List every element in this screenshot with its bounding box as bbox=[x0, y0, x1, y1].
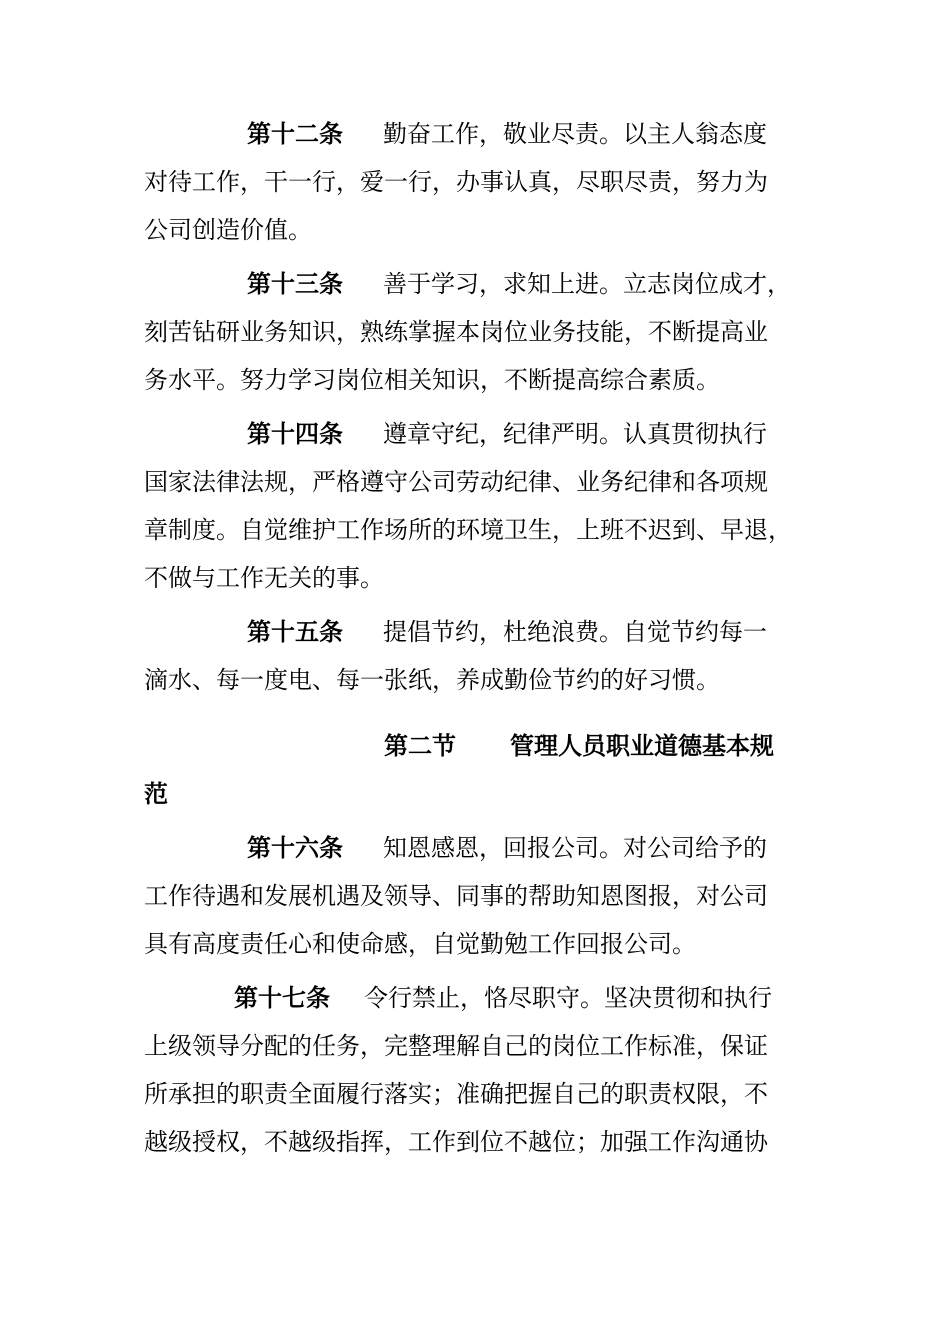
article-15 bbox=[144, 608, 826, 704]
article-text: 提倡节约，杜绝浪费。自觉节约每一 bbox=[383, 618, 767, 646]
article-text: 知恩感恩，回报公司。对公司给予的 bbox=[383, 834, 767, 862]
article-12 bbox=[144, 110, 826, 254]
article-label: 第十三条 bbox=[247, 270, 343, 298]
article-label: 第十二条 bbox=[247, 120, 343, 148]
article-text: 国家法律法规，严格遵守公司劳动纪律、业务纪律和各项规 bbox=[144, 468, 768, 496]
article-text: 公司创造价值。 bbox=[144, 216, 312, 244]
article-label: 第十五条 bbox=[247, 618, 343, 646]
article-text: 章制度。自觉维护工作场所的环境卫生，上班不迟到、早退， bbox=[144, 516, 792, 544]
article-text: 刻苦钻研业务知识，熟练掌握本岗位业务技能，不断提高业 bbox=[144, 318, 768, 346]
article-first-line bbox=[144, 410, 826, 458]
article-text: 上级领导分配的任务，完整理解自己的岗位工作标准，保证 bbox=[144, 1032, 768, 1060]
article-label: 第十七条 bbox=[234, 984, 330, 1012]
article-first-line bbox=[144, 608, 826, 656]
article-first-line bbox=[144, 974, 826, 1022]
article-text: 工作待遇和发展机遇及领导、同事的帮助知恩图报，对公司 bbox=[144, 882, 768, 910]
article-text: 务水平。努力学习岗位相关知识，不断提高综合素质。 bbox=[144, 366, 720, 394]
section-heading-line bbox=[144, 722, 826, 770]
section-title: 管理人员职业道德基本规 bbox=[510, 732, 774, 760]
section-heading bbox=[144, 722, 826, 818]
article-label: 第十六条 bbox=[247, 834, 343, 862]
article-first-line bbox=[144, 824, 826, 872]
article-text: 具有高度责任心和使命感，自觉勤勉工作回报公司。 bbox=[144, 930, 696, 958]
article-text: 勤奋工作，敬业尽责。以主人翁态度 bbox=[383, 120, 767, 148]
article-first-line bbox=[144, 110, 826, 158]
article-text: 越级授权，不越级指挥，工作到位不越位；加强工作沟通协 bbox=[144, 1128, 768, 1156]
article-text: 令行禁止，恪尽职守。坚决贯彻和执行 bbox=[364, 984, 772, 1012]
section-title-continued: 范 bbox=[144, 780, 168, 808]
document-page bbox=[144, 110, 826, 1166]
article-text: 对待工作，干一行，爱一行，办事认真，尽职尽责，努力为 bbox=[144, 168, 768, 196]
article-first-line bbox=[144, 260, 826, 308]
article-17 bbox=[144, 974, 826, 1166]
section-label: 第二节 bbox=[384, 732, 456, 760]
article-13 bbox=[144, 260, 826, 404]
article-text: 不做与工作无关的事。 bbox=[144, 564, 384, 592]
article-text: 善于学习，求知上进。立志岗位成才， bbox=[383, 270, 791, 298]
article-text: 滴水、每一度电、每一张纸，养成勤俭节约的好习惯。 bbox=[144, 666, 720, 694]
article-text: 所承担的职责全面履行落实；准确把握自己的职责权限，不 bbox=[144, 1080, 768, 1108]
article-text: 遵章守纪，纪律严明。认真贯彻执行 bbox=[383, 420, 767, 448]
article-14 bbox=[144, 410, 826, 602]
article-16 bbox=[144, 824, 826, 968]
article-label: 第十四条 bbox=[247, 420, 343, 448]
